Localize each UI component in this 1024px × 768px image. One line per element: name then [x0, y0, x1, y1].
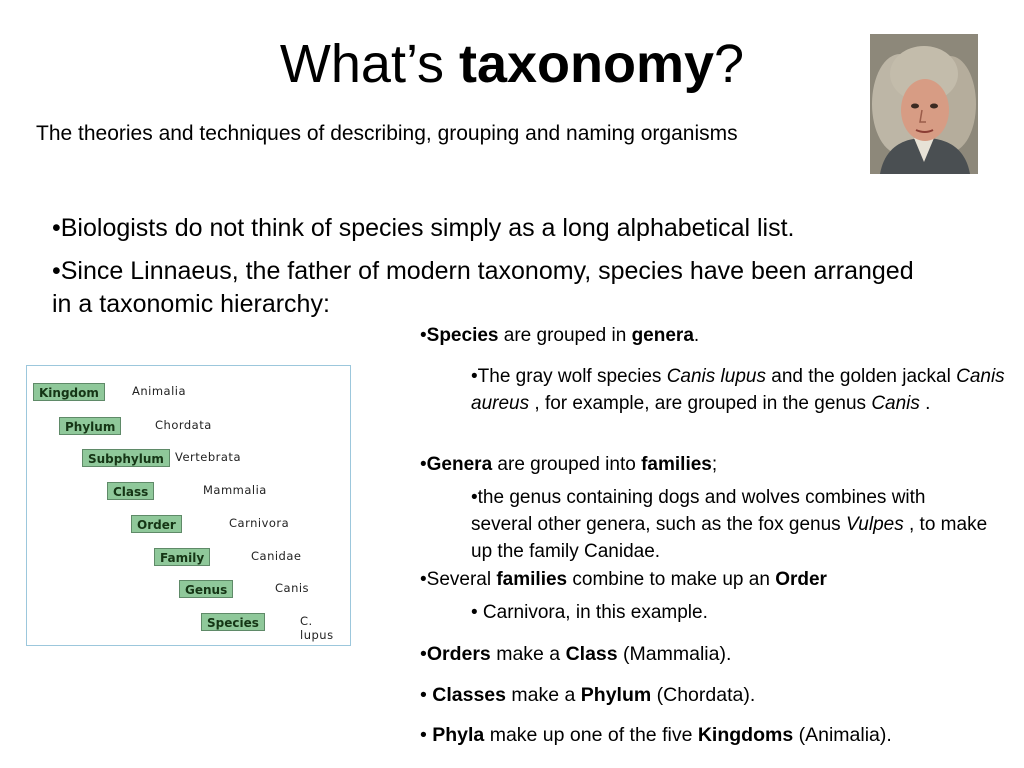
bullet-alphabetical-list: •Biologists do not think of species simply as a long alphabetical list. — [52, 214, 795, 242]
name-vulpes: Vulpes — [845, 514, 904, 535]
bullet-mark: • — [420, 684, 433, 706]
rank-genus: Genus — [179, 580, 233, 598]
portrait-image — [870, 34, 978, 174]
bullet-mark: • — [420, 325, 427, 346]
point-text: make a — [505, 684, 581, 706]
term-phylum: Phylum — [580, 684, 652, 706]
term-genera: genera — [631, 325, 694, 346]
point-end: (Chordata). — [651, 684, 756, 706]
hierarchy-diagram — [26, 365, 351, 646]
term-genera: Genera — [426, 454, 493, 475]
title-bold: taxonomy — [458, 34, 715, 94]
title-plain: What’s — [279, 34, 459, 94]
subtitle: The theories and techniques of describing, grouping and naming organisms — [36, 122, 738, 145]
linnaeus-portrait — [870, 34, 978, 174]
point-text: make up one of the five — [484, 724, 698, 746]
name-canis-lupus: Canis lupus — [666, 366, 766, 387]
point-text: , for example, are grouped in the genus — [529, 393, 872, 414]
bullet-linnaeus-hierarchy: •Since Linnaeus, the father of modern taxonomy, species have been arranged in a taxonomic hierarchy: — [52, 257, 914, 318]
rank-species: Species — [201, 613, 265, 631]
example-species: C. lupus — [300, 614, 334, 642]
point-end: (Animalia). — [793, 724, 892, 746]
term-species: Species — [426, 325, 499, 346]
term-class: Class — [565, 643, 618, 665]
point-genera-families — [420, 451, 717, 478]
example-family: Canidae — [251, 549, 302, 563]
example-phylum: Chordata — [155, 418, 212, 432]
example-kingdom: Animalia — [132, 384, 187, 398]
example-subphylum: Vertebrata — [175, 450, 241, 464]
term-classes: Classes — [432, 684, 506, 706]
rank-family: Family — [154, 548, 210, 566]
point-text: •the genus containing dogs and wolves combines with several other genera, such as the fox genus — [471, 487, 926, 535]
term-orders: Orders — [426, 643, 491, 665]
point-text: •The gray wolf species — [471, 366, 667, 387]
point-canidae-example — [471, 484, 991, 565]
point-text: are grouped in — [498, 325, 632, 346]
term-families: families — [496, 569, 568, 590]
point-end: . — [693, 325, 700, 346]
point-text: •Several — [420, 569, 497, 590]
term-order: Order — [775, 569, 827, 590]
rank-class: Class — [107, 482, 154, 500]
example-genus: Canis — [275, 581, 310, 595]
point-wolf-example — [471, 363, 1011, 417]
point-text: combine to make up an — [567, 569, 776, 590]
point-species-genera — [420, 322, 699, 349]
point-end: , to make up the family Canidae. — [471, 514, 988, 562]
bullet-mark: • — [420, 454, 427, 475]
point-text: make a — [490, 643, 566, 665]
point-end: ; — [711, 454, 718, 475]
point-end: (Mammalia). — [617, 643, 732, 665]
point-phyla-kingdoms — [420, 721, 892, 749]
name-canis: Canis — [871, 393, 920, 414]
example-class: Mammalia — [203, 483, 267, 497]
rank-phylum: Phylum — [59, 417, 121, 435]
bullet-mark: • — [420, 643, 427, 665]
rank-kingdom: Kingdom — [33, 383, 105, 401]
point-text: are grouped into — [492, 454, 642, 475]
rank-subphylum: Subphylum — [82, 449, 170, 467]
point-orders-class — [420, 640, 731, 668]
point-families-order — [420, 566, 827, 593]
term-phyla: Phyla — [432, 724, 485, 746]
bullet-mark: • — [420, 724, 433, 746]
point-classes-phylum — [420, 681, 755, 709]
term-kingdoms: Kingdoms — [697, 724, 794, 746]
point-end: . — [919, 393, 931, 414]
rank-order: Order — [131, 515, 182, 533]
term-families: families — [641, 454, 712, 475]
title-end: ? — [714, 34, 745, 94]
point-text: and the golden jackal — [765, 366, 957, 387]
example-order: Carnivora — [229, 516, 290, 530]
point-carnivora: • Carnivora, in this example. — [471, 602, 708, 623]
name-canis-aureus: Canis aureus — [471, 366, 1005, 414]
